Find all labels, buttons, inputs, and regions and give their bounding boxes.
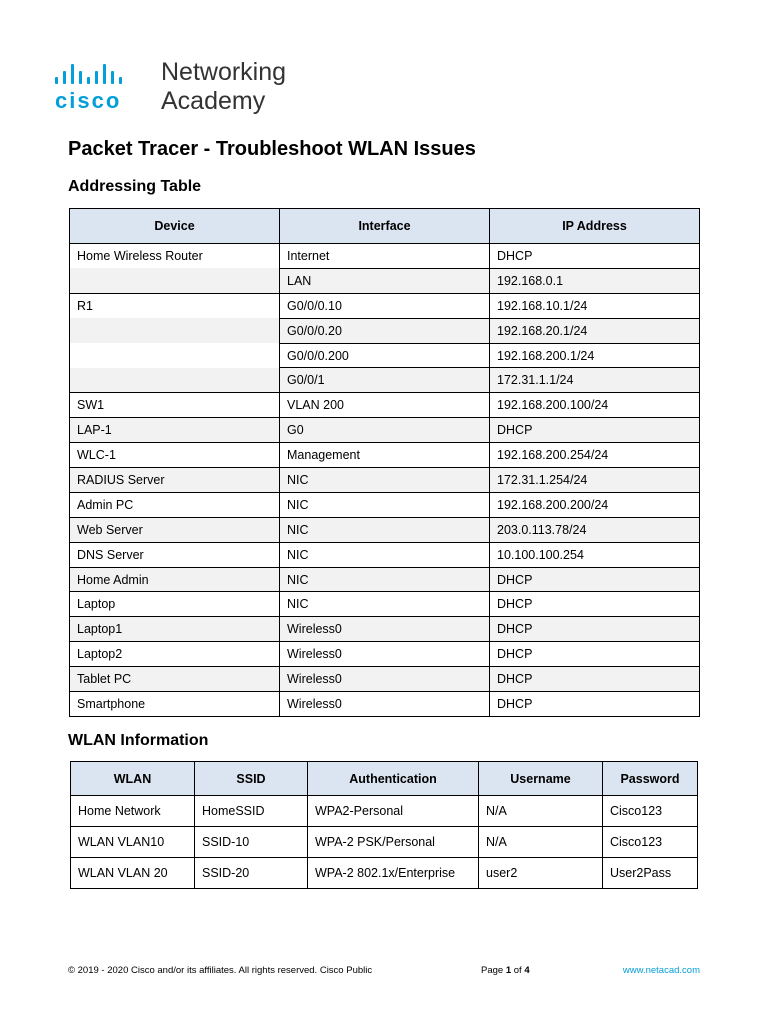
table-cell: Cisco123 bbox=[603, 827, 698, 858]
table-cell: SSID-10 bbox=[195, 827, 308, 858]
table-cell: HomeSSID bbox=[195, 796, 308, 827]
table-row bbox=[70, 692, 700, 717]
table-row bbox=[71, 796, 698, 827]
table-row bbox=[70, 468, 700, 493]
table-cell: G0/0/0.200 bbox=[280, 343, 490, 368]
table-row bbox=[70, 318, 700, 343]
table-cell: DHCP bbox=[490, 418, 700, 443]
cisco-networking-academy-logo bbox=[55, 58, 315, 118]
table-row bbox=[70, 617, 700, 642]
table-cell: SSID-20 bbox=[195, 858, 308, 889]
wlan-information-table bbox=[70, 761, 698, 889]
table-row bbox=[70, 642, 700, 667]
table-cell bbox=[70, 318, 280, 343]
table-cell bbox=[70, 368, 280, 393]
table-cell: 192.168.20.1/24 bbox=[490, 318, 700, 343]
table-cell: Home Network bbox=[71, 796, 195, 827]
netacad-link[interactable]: www.netacad.com bbox=[622, 965, 700, 976]
table-cell: G0/0/0.20 bbox=[280, 318, 490, 343]
table-cell: LAN bbox=[280, 268, 490, 293]
column-header: Username bbox=[479, 762, 603, 796]
table-cell: Laptop1 bbox=[70, 617, 280, 642]
table-cell: R1 bbox=[70, 293, 280, 318]
addressing-table-body bbox=[70, 244, 700, 717]
table-cell: WLAN VLAN10 bbox=[71, 827, 195, 858]
table-cell: 172.31.1.1/24 bbox=[490, 368, 700, 393]
column-header: WLAN bbox=[71, 762, 195, 796]
table-row bbox=[70, 418, 700, 443]
table-cell: WPA2-Personal bbox=[308, 796, 479, 827]
table-cell: WPA-2 802.1x/Enterprise bbox=[308, 858, 479, 889]
table-cell: Wireless0 bbox=[280, 692, 490, 717]
table-cell: N/A bbox=[479, 827, 603, 858]
wlan-information-heading: WLAN Information bbox=[68, 732, 209, 749]
table-row bbox=[70, 592, 700, 617]
table-row bbox=[70, 343, 700, 368]
column-header: Device bbox=[70, 209, 280, 244]
table-cell: N/A bbox=[479, 796, 603, 827]
table-cell: DHCP bbox=[490, 692, 700, 717]
table-cell: user2 bbox=[479, 858, 603, 889]
table-cell: User2Pass bbox=[603, 858, 698, 889]
column-header: SSID bbox=[195, 762, 308, 796]
table-cell: Cisco123 bbox=[603, 796, 698, 827]
table-cell: 10.100.100.254 bbox=[490, 542, 700, 567]
table-cell: Home Admin bbox=[70, 567, 280, 592]
table-cell: G0 bbox=[280, 418, 490, 443]
table-row bbox=[70, 293, 700, 318]
table-cell: 192.168.200.1/24 bbox=[490, 343, 700, 368]
table-cell: LAP-1 bbox=[70, 418, 280, 443]
table-row bbox=[70, 542, 700, 567]
column-header: Password bbox=[603, 762, 698, 796]
table-row bbox=[70, 517, 700, 542]
table-cell: DHCP bbox=[490, 617, 700, 642]
networking-academy-text: Networking Academy bbox=[161, 58, 287, 115]
table-cell: NIC bbox=[280, 567, 490, 592]
table-cell: 192.168.200.200/24 bbox=[490, 492, 700, 517]
addressing-table-heading: Addressing Table bbox=[68, 178, 202, 195]
table-row bbox=[70, 244, 700, 269]
table-cell: Internet bbox=[280, 244, 490, 269]
table-cell: Tablet PC bbox=[70, 667, 280, 692]
table-cell: Home Wireless Router bbox=[70, 244, 280, 269]
table-row bbox=[70, 443, 700, 468]
table-cell: DHCP bbox=[490, 592, 700, 617]
table-cell: DHCP bbox=[490, 667, 700, 692]
wlan-table-body bbox=[71, 796, 698, 889]
table-row bbox=[70, 567, 700, 592]
table-cell: WLAN VLAN 20 bbox=[71, 858, 195, 889]
table-cell: 192.168.200.100/24 bbox=[490, 393, 700, 418]
table-cell: 172.31.1.254/24 bbox=[490, 468, 700, 493]
table-cell: DNS Server bbox=[70, 542, 280, 567]
page-number: Page 1 of 4 bbox=[481, 965, 530, 976]
table-cell: Laptop bbox=[70, 592, 280, 617]
table-cell: VLAN 200 bbox=[280, 393, 490, 418]
table-cell: WLC-1 bbox=[70, 443, 280, 468]
cisco-wordmark: cisco bbox=[55, 88, 122, 113]
table-cell: Management bbox=[280, 443, 490, 468]
table-cell: NIC bbox=[280, 492, 490, 517]
column-header: Interface bbox=[280, 209, 490, 244]
table-cell: Admin PC bbox=[70, 492, 280, 517]
table-row bbox=[71, 858, 698, 889]
table-cell: 203.0.113.78/24 bbox=[490, 517, 700, 542]
table-cell: Laptop2 bbox=[70, 642, 280, 667]
table-row bbox=[70, 393, 700, 418]
table-cell: NIC bbox=[280, 592, 490, 617]
table-cell: SW1 bbox=[70, 393, 280, 418]
page-title: Packet Tracer - Troubleshoot WLAN Issues bbox=[68, 138, 476, 160]
column-header: IP Address bbox=[490, 209, 700, 244]
table-cell: 192.168.0.1 bbox=[490, 268, 700, 293]
column-header: Authentication bbox=[308, 762, 479, 796]
table-cell: Smartphone bbox=[70, 692, 280, 717]
table-cell: DHCP bbox=[490, 567, 700, 592]
table-cell bbox=[70, 268, 280, 293]
table-row bbox=[70, 492, 700, 517]
table-cell: DHCP bbox=[490, 244, 700, 269]
table-cell: 192.168.10.1/24 bbox=[490, 293, 700, 318]
copyright-notice: © 2019 - 2020 Cisco and/or its affiliates. All rights reserved. Cisco Public bbox=[68, 965, 373, 976]
table-cell: G0/0/0.10 bbox=[280, 293, 490, 318]
table-cell: Wireless0 bbox=[280, 642, 490, 667]
table-row bbox=[70, 368, 700, 393]
table-cell: Wireless0 bbox=[280, 617, 490, 642]
table-cell: 192.168.200.254/24 bbox=[490, 443, 700, 468]
table-header-row bbox=[70, 209, 700, 244]
addressing-table bbox=[69, 208, 700, 717]
table-cell: NIC bbox=[280, 468, 490, 493]
cisco-bars-icon bbox=[55, 62, 122, 84]
table-cell: DHCP bbox=[490, 642, 700, 667]
table-cell: NIC bbox=[280, 517, 490, 542]
table-cell: WPA-2 PSK/Personal bbox=[308, 827, 479, 858]
table-header-row bbox=[71, 762, 698, 796]
table-cell: G0/0/1 bbox=[280, 368, 490, 393]
table-cell: NIC bbox=[280, 542, 490, 567]
table-row bbox=[71, 827, 698, 858]
table-cell: RADIUS Server bbox=[70, 468, 280, 493]
table-row bbox=[70, 667, 700, 692]
table-cell bbox=[70, 343, 280, 368]
table-row bbox=[70, 268, 700, 293]
table-cell: Web Server bbox=[70, 517, 280, 542]
table-cell: Wireless0 bbox=[280, 667, 490, 692]
